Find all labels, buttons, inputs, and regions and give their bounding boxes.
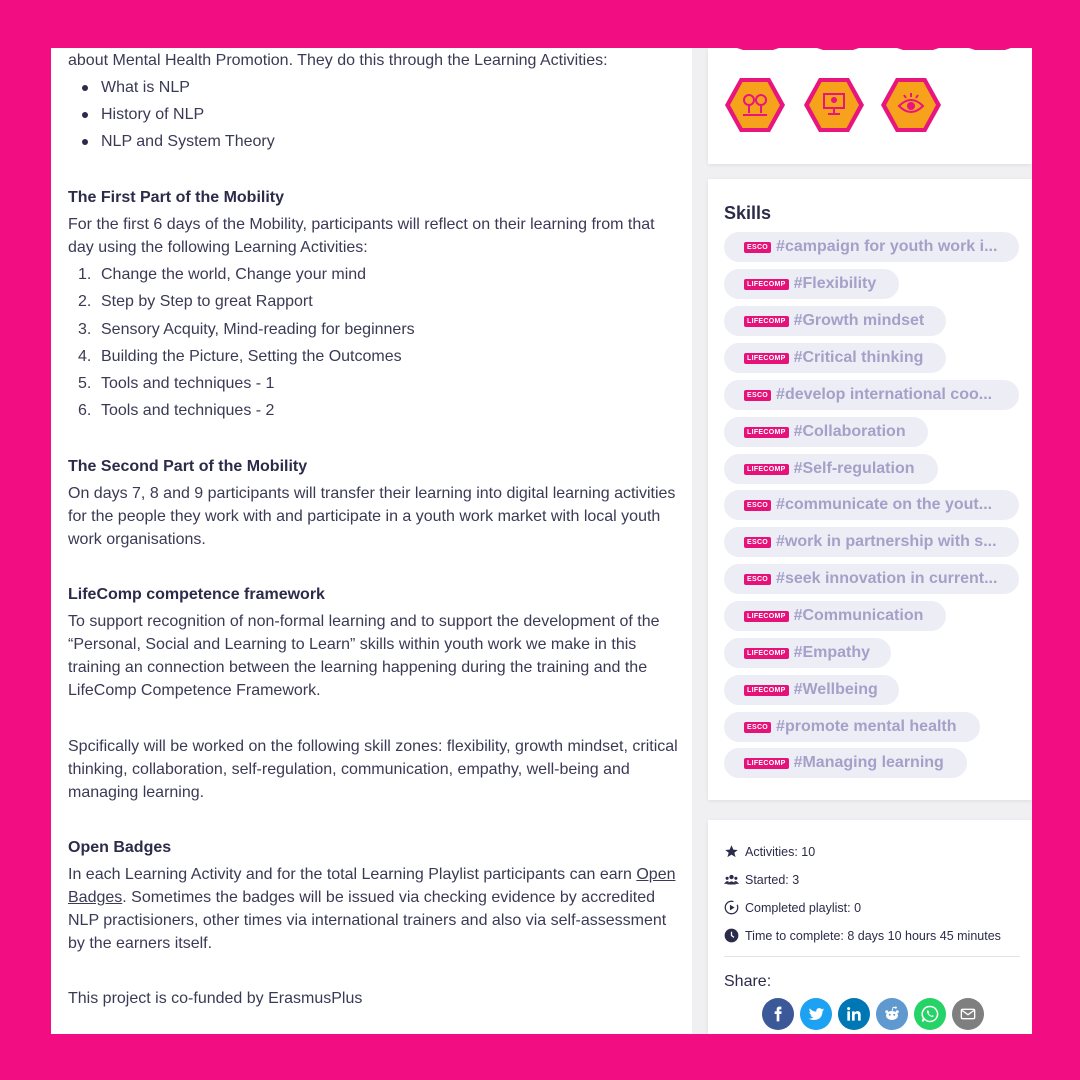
star-icon bbox=[724, 844, 739, 859]
users-icon bbox=[724, 872, 739, 887]
badge-presenter[interactable] bbox=[804, 78, 864, 132]
share-buttons bbox=[762, 998, 990, 1030]
skill-tag[interactable]: LIFECOMP #Wellbeing bbox=[724, 675, 899, 705]
list-item: What is NLP bbox=[68, 74, 668, 101]
lifecomp-heading: LifeComp competence framework bbox=[68, 586, 325, 603]
skill-tag[interactable]: ESCO #campaign for youth work i... bbox=[724, 232, 1019, 262]
share-label: Share: bbox=[724, 973, 772, 990]
skills-title: Skills bbox=[724, 203, 772, 223]
footer-note: This project is co-funded by ErasmusPlus bbox=[68, 990, 363, 1007]
open-badges-text: In each Learning Activity and for the total Learning Playlist participants can earn Open Badges. Sometimes the badges will be issued via checking evidence by accredited NLP practisioners, other times via international trainers and also via self-assessment by the earners itself. bbox=[68, 866, 676, 952]
facebook-icon bbox=[770, 1006, 786, 1022]
stat-started: Started: 3 bbox=[724, 872, 799, 887]
eye-icon bbox=[896, 90, 926, 120]
open-badges-link[interactable]: Open Badges bbox=[68, 866, 676, 906]
clock-icon bbox=[724, 928, 739, 943]
lifecomp-text-2: Spcifically will be worked on the following skill zones: flexibility, growth mindset, critical thinking, collaboration, self-regulation, communication, empathy, well-being and managing learning. bbox=[68, 738, 678, 801]
twitter-icon bbox=[808, 1006, 825, 1023]
badges-card bbox=[708, 48, 1032, 164]
whatsapp-icon bbox=[921, 1005, 939, 1023]
second-part-heading: The Second Part of the Mobility bbox=[68, 458, 308, 475]
facebook-share-button[interactable] bbox=[762, 998, 794, 1030]
skill-tag[interactable]: LIFECOMP #Flexibility bbox=[724, 269, 899, 299]
skill-tag[interactable]: LIFECOMP #Collaboration bbox=[724, 417, 928, 447]
skill-tag[interactable]: ESCO #communicate on the yout... bbox=[724, 490, 1019, 520]
skill-tag[interactable]: LIFECOMP #Empathy bbox=[724, 638, 891, 668]
skill-tag[interactable]: ESCO #work in partnership with s... bbox=[724, 527, 1019, 557]
reddit-icon bbox=[883, 1005, 901, 1023]
badge-partial[interactable] bbox=[960, 48, 1020, 50]
skill-tag[interactable]: ESCO #develop international coo... bbox=[724, 380, 1019, 410]
intro-list bbox=[68, 74, 668, 155]
list-item: NLP and System Theory bbox=[68, 128, 668, 155]
play-circle-icon bbox=[724, 900, 739, 915]
badge-partial[interactable] bbox=[888, 48, 948, 50]
second-part-text: On days 7, 8 and 9 participants will transfer their learning into digital learning activities for the people they work with and participate in a youth work market with local youth work organisations. bbox=[68, 485, 676, 548]
first-part-list bbox=[68, 261, 668, 425]
intro-line: about Mental Health Promotion. They do this through the Learning Activities: bbox=[68, 52, 608, 69]
email-share-button[interactable] bbox=[952, 998, 984, 1030]
open-badges-heading: Open Badges bbox=[68, 839, 172, 856]
skill-tag[interactable]: LIFECOMP #Critical thinking bbox=[724, 343, 946, 373]
skill-tag[interactable]: LIFECOMP #Growth mindset bbox=[724, 306, 946, 336]
presenter-icon bbox=[819, 90, 849, 120]
lifecomp-text: To support recognition of non-formal learning and to support the development of the “Personal, Social and Learning to Learn” skills within youth work we make in this training an connection between the learning happening during the training and the LifeComp Competence Framework. bbox=[68, 613, 660, 699]
skills-card bbox=[708, 179, 1032, 800]
list-item: 4. Building the Picture, Setting the Outcomes bbox=[78, 347, 402, 365]
list-item: 1. Change the world, Change your mind bbox=[78, 266, 367, 283]
stat-completed: Completed playlist: 0 bbox=[724, 900, 861, 915]
badge-partial[interactable] bbox=[808, 48, 868, 50]
first-part-heading: The First Part of the Mobility bbox=[68, 189, 285, 206]
list-item: 5. Tools and techniques - 1 bbox=[78, 375, 275, 393]
twitter-share-button[interactable] bbox=[800, 998, 832, 1030]
list-item: 2. Step by Step to great Rapport bbox=[78, 293, 313, 311]
first-part-text: For the first 6 days of the Mobility, participants will reflect on their learning from that day using the following Learning Activities: bbox=[68, 216, 655, 256]
description-panel bbox=[51, 48, 692, 1034]
mail-icon bbox=[960, 1006, 976, 1022]
skill-tag[interactable]: LIFECOMP #Self-regulation bbox=[724, 454, 938, 484]
whatsapp-share-button[interactable] bbox=[914, 998, 946, 1030]
skill-tag[interactable]: ESCO #seek innovation in current... bbox=[724, 564, 1019, 594]
linkedin-icon bbox=[846, 1006, 862, 1022]
linkedin-share-button[interactable] bbox=[838, 998, 870, 1030]
stat-time: Time to complete: 8 days 10 hours 45 minutes bbox=[724, 928, 1001, 943]
reddit-share-button[interactable] bbox=[876, 998, 908, 1030]
list-item: History of NLP bbox=[68, 101, 668, 128]
badge-partial[interactable] bbox=[728, 48, 788, 50]
skill-tag[interactable]: ESCO #promote mental health bbox=[724, 712, 980, 742]
list-item: 6. Tools and techniques - 2 bbox=[78, 402, 275, 420]
divider bbox=[724, 956, 1020, 957]
badge-eye[interactable] bbox=[881, 78, 941, 132]
location-pins-icon bbox=[740, 90, 770, 120]
skill-tag[interactable]: LIFECOMP #Communication bbox=[724, 601, 946, 631]
stat-activities: Activities: 10 bbox=[724, 844, 815, 859]
page-frame bbox=[51, 48, 1032, 1034]
badge-location[interactable] bbox=[725, 78, 785, 132]
stats-card bbox=[708, 820, 1032, 1034]
list-item: 3. Sensory Acquity, Mind-reading for beginners bbox=[78, 320, 415, 338]
skill-tag[interactable]: LIFECOMP #Managing learning bbox=[724, 748, 967, 778]
